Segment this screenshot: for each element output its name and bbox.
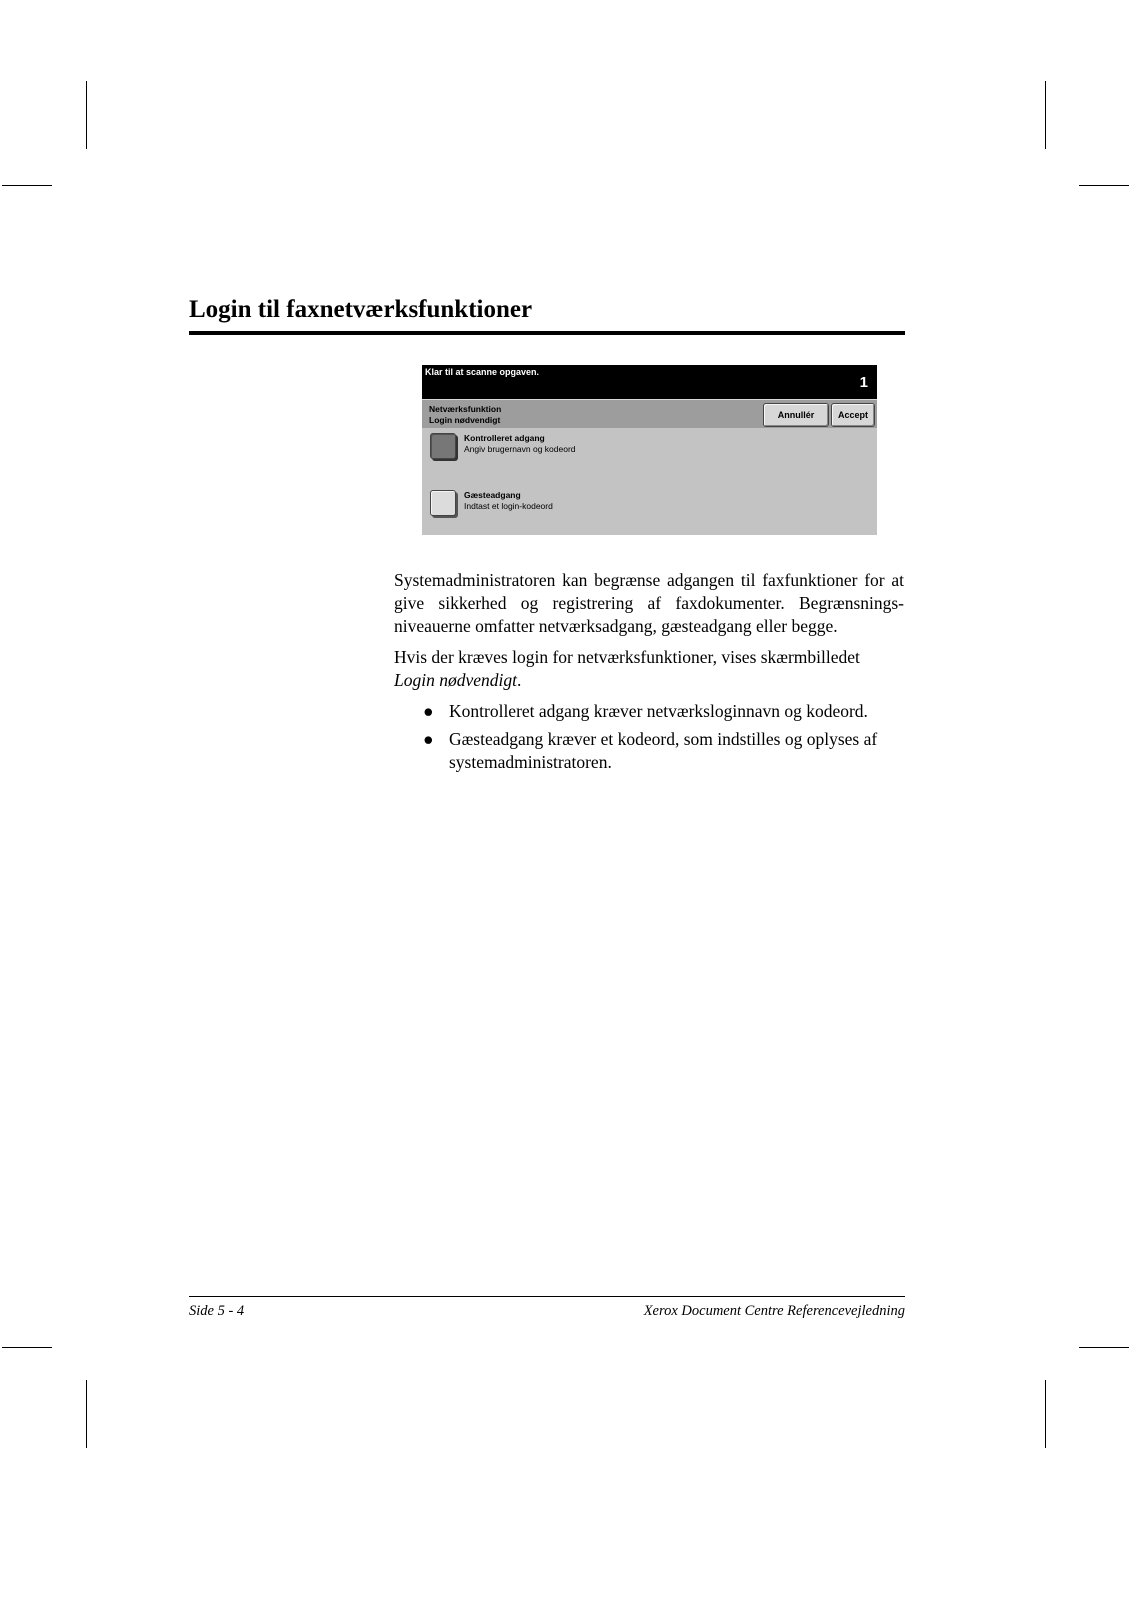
crop-mark — [86, 1380, 87, 1448]
page-title: Login til faxnetværksfunktioner — [189, 296, 533, 323]
ui-screenshot — [422, 365, 877, 535]
list-item — [394, 700, 904, 723]
crop-mark — [1079, 185, 1129, 186]
list-item-text: Kontrolleret adgang kræver netværksloginnavn og kodeord. — [449, 701, 868, 721]
screen-name-emphasis: Login nødvendigt — [394, 670, 517, 690]
crop-mark — [86, 81, 87, 149]
page-number: Side 5 - 4 — [189, 1303, 245, 1319]
job-counter: 1 — [859, 374, 868, 391]
footer-rule — [189, 1296, 905, 1297]
screen-title-line2: Login nødvendigt — [429, 415, 501, 425]
option-subtitle: Angiv brugernavn og kodeord — [464, 444, 576, 454]
heading-rule — [189, 331, 905, 335]
bullet-icon: ● — [423, 729, 434, 749]
status-message: Klar til at scanne opgaven. — [425, 367, 540, 377]
option-select-button[interactable] — [430, 490, 456, 516]
intro-paragraph: Systemadministratoren kan begrænse adgangen til faxfunktioner for at give sikkerhed og registrering af faxdokumenter. Begrænsningsniveauerne omfatter netværksadgang, gæsteadgang eller begge. — [394, 570, 904, 636]
screen-header — [422, 399, 877, 428]
option-title: Gæsteadgang — [464, 490, 521, 500]
login-paragraph — [394, 646, 904, 692]
bullet-icon: ● — [423, 701, 434, 721]
login-paragraph-text: Hvis der kræves login for netværksfunktioner, vises skærmbilledet — [394, 647, 860, 667]
body-text — [394, 569, 904, 779]
crop-mark — [2, 185, 52, 186]
accept-button[interactable]: Accept — [831, 403, 875, 427]
crop-mark — [1045, 1380, 1046, 1448]
screen-title — [429, 404, 501, 426]
option-guest-access[interactable] — [430, 490, 850, 520]
option-subtitle: Indtast et login-kodeord — [464, 501, 553, 511]
status-bar — [422, 365, 877, 399]
crop-mark — [2, 1347, 52, 1348]
list-item — [394, 728, 904, 774]
crop-mark — [1079, 1347, 1129, 1348]
option-controlled-access[interactable] — [430, 433, 850, 463]
list-item-text: Gæsteadgang kræver et kodeord, som indstilles og oplyses af systemadministratoren. — [449, 729, 878, 772]
document-title: Xerox Document Centre Referencevejledning — [643, 1303, 905, 1319]
bullet-list — [394, 700, 904, 774]
login-paragraph-end: . — [516, 670, 522, 690]
cancel-button[interactable]: Annullér — [763, 403, 829, 427]
crop-mark — [1045, 81, 1046, 149]
option-select-button[interactable] — [430, 433, 456, 459]
option-title: Kontrolleret adgang — [464, 433, 545, 443]
screen-title-line1: Netværksfunktion — [429, 404, 502, 414]
